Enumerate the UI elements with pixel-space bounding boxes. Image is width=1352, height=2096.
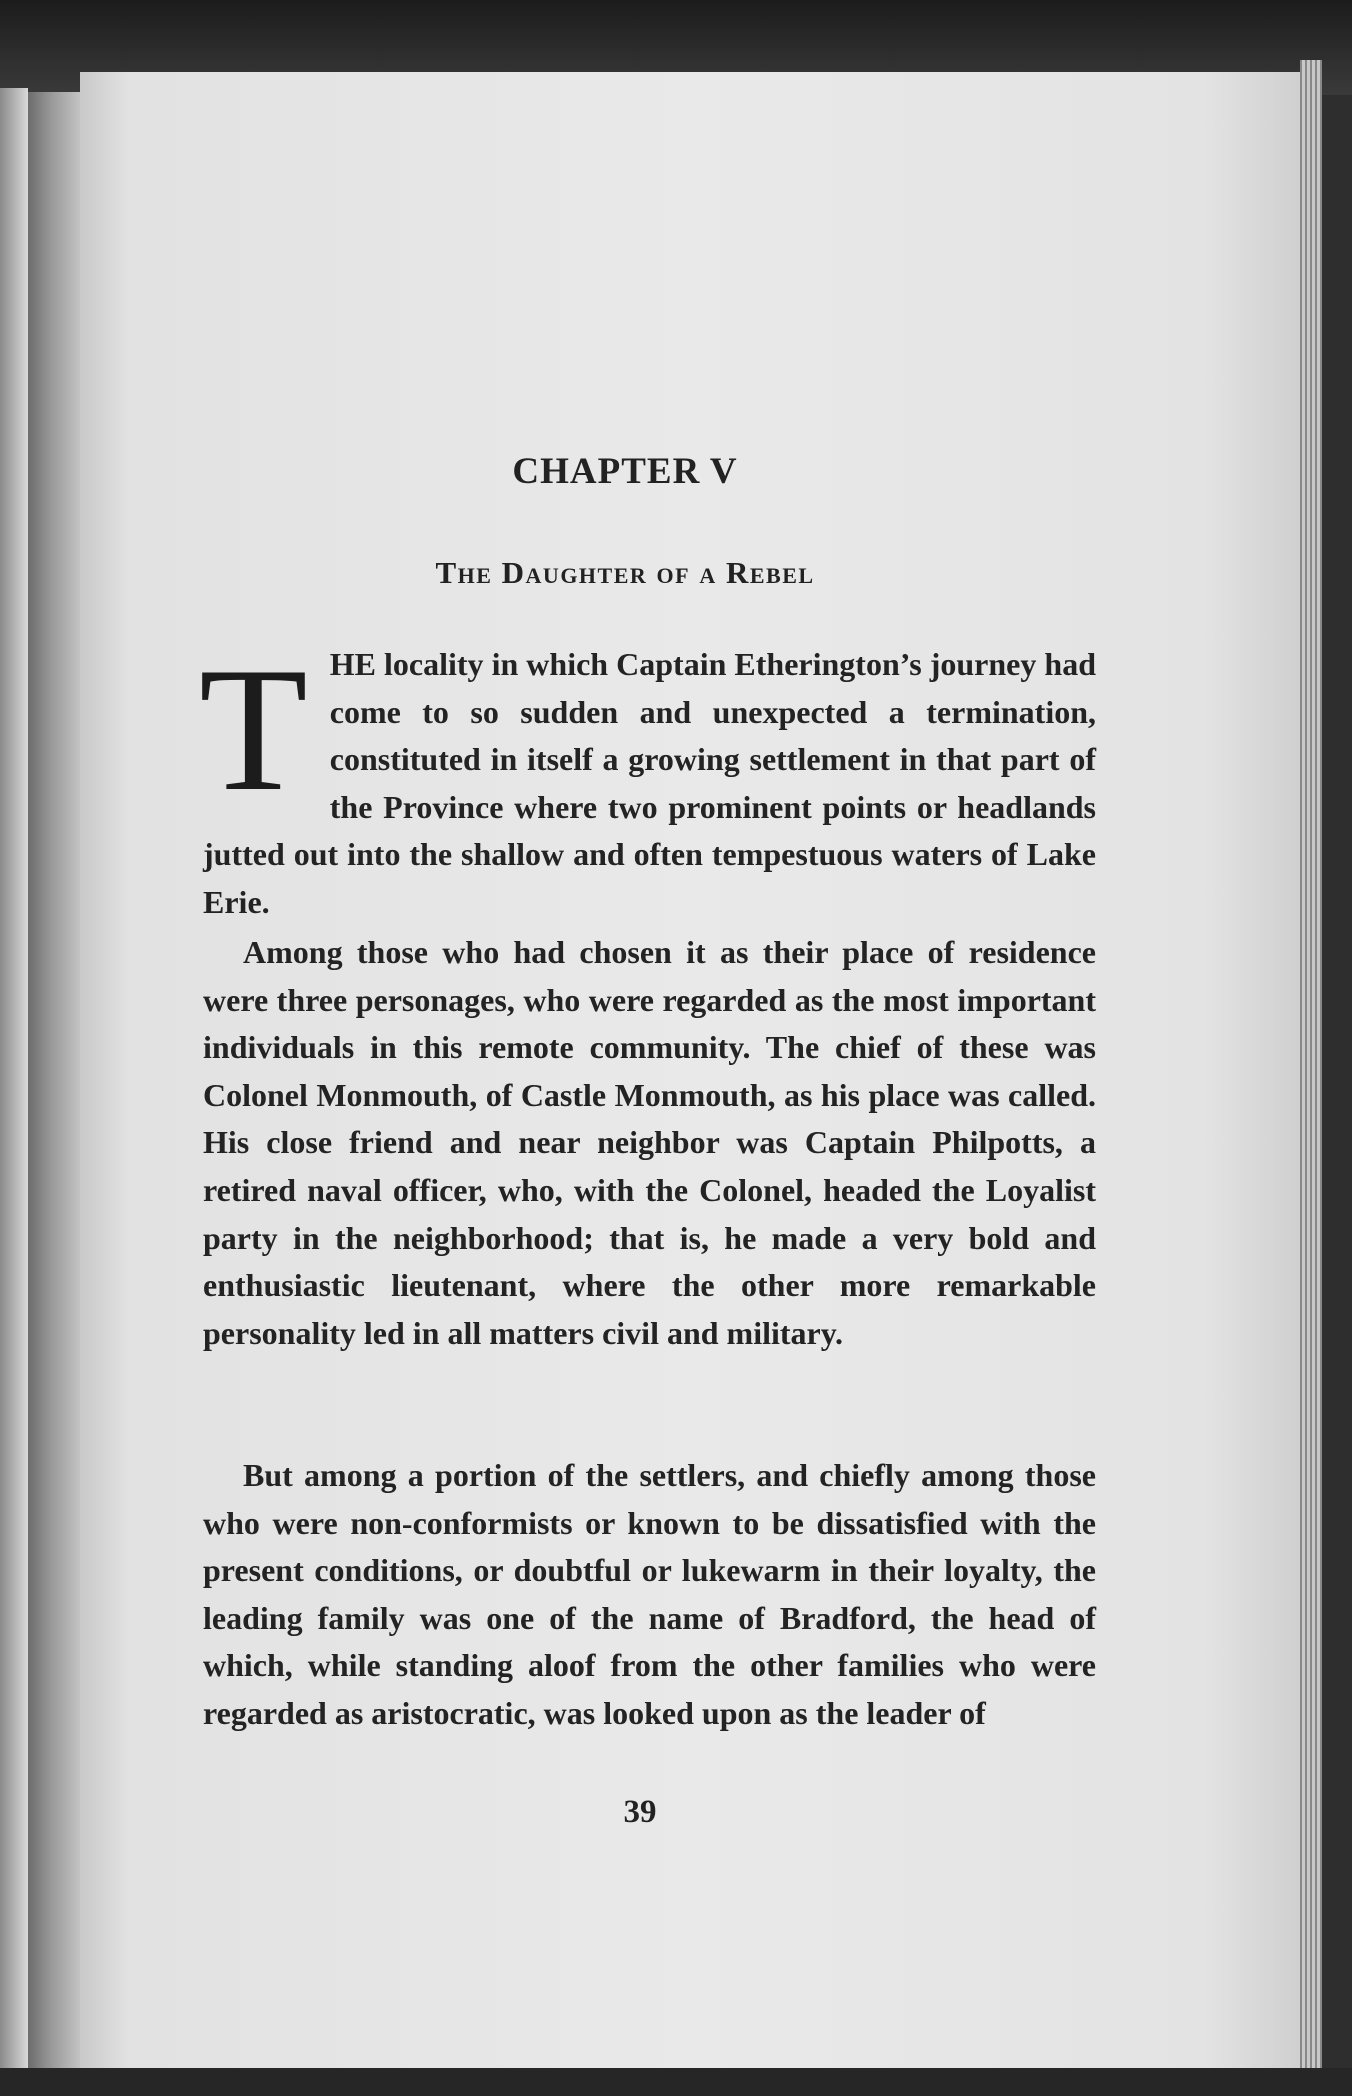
paragraph-2	[203, 929, 1096, 1357]
chapter-subtitle: The Daughter of a Rebel	[435, 555, 815, 590]
drop-cap: T	[199, 630, 308, 828]
bottom-shadow	[0, 2068, 1352, 2096]
paragraph-1-text: HE locality in which Captain Etherington’s journey had come to so sudden and unexpected a termination, constituted in itself a growing settlement in that part of the Province where two prominent points or headlands jutted out into the shallow and often tempestuous waters of Lake Erie.	[203, 646, 1096, 920]
page-edges	[1300, 60, 1322, 2070]
paragraph-1	[199, 630, 1096, 927]
paragraph-2-text: Among those who had chosen it as their place of residence were three personages, who were regarded as the most important individuals in this remote community. The chief of these was Colonel Monmouth, of Castle Monmouth, as his place was called. His close friend and near neighbor was Captain Philpotts, a retired naval officer, who, with the Colonel, headed the Loyalist party in the neighborhood; that is, he made a very bold and enthusiastic lieutenant, where the other more remarkable personality led in all matters civil and military.	[203, 934, 1096, 1351]
page-number: 39	[623, 1794, 657, 1830]
paragraph-3-text: But among a portion of the settlers, and chiefly among those who were non-conformists or known to be dissatisfied with the present conditions, or doubtful or lukewarm in their loyalty, the leading family was one of the name of Bradford, the head of which, while standing aloof from the other families who were regarded as aristocratic, was looked upon as the leader of	[203, 1457, 1096, 1731]
paragraph-3	[203, 1452, 1096, 1738]
chapter-title: CHAPTER V	[512, 451, 738, 492]
